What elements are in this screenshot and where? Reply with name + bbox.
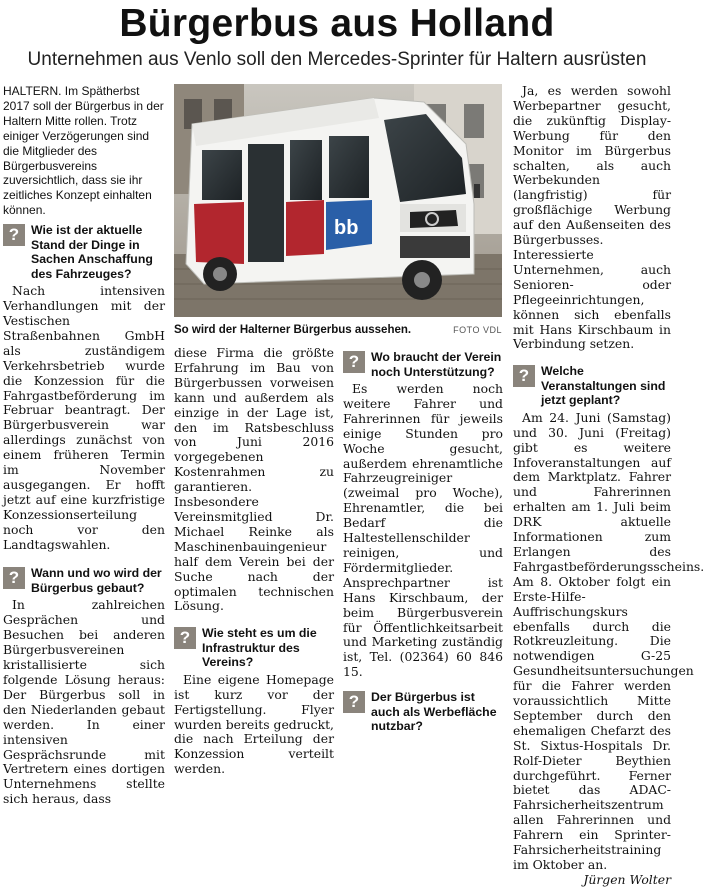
photo-caption-row <box>174 324 502 336</box>
question-3-text: Wie steht es um die Infrastruktur des Vereins? <box>202 626 317 670</box>
column-2 <box>174 346 334 777</box>
question-4 <box>343 350 503 379</box>
author: Jürgen Wolter <box>583 871 671 887</box>
question-6-text: Welche Veranstaltungen sind jetzt geplant? <box>541 364 666 408</box>
photo-credit: FOTO VDL <box>453 325 502 335</box>
question-1 <box>3 223 165 281</box>
photo-caption: So wird der Halterner Bürgerbus aussehen. <box>174 324 412 336</box>
question-icon: ? <box>343 351 365 373</box>
question-2 <box>3 566 165 595</box>
question-icon: ? <box>343 691 365 713</box>
answer-5: Ja, es werden sowohl Werbepartner gesucht, die zukünftig Display-Werbung für den Monitor im Bürgerbus schalten, als auch Werbekunden (langfristig) für großflächige Werbung auf den Außenseiten des Bürgerbusses. Interessierte Unternehmen, auch Senioren- oder Pflegeeinrichtungen, können sich ebenfalls mit Hans Kirschbaum in Verbindung setzen. <box>513 83 671 352</box>
column-1 <box>3 84 165 807</box>
answer-2-part-1: In zahlreichen Gesprächen und Besuchen bei anderen Bürgerbusvereinen kristallisierte sich folgende Lösung heraus: Der Bürgerbus soll in den Niederlanden gebaut werden. In einer intensiven Gesprächsrunde mit Vertretern eines dortigen Unternehmens stellte sich heraus, dass <box>3 597 165 807</box>
column-4 <box>513 83 704 888</box>
answer-6: Am 24. Juni (Samstag) und 30. Juni (Freitag) gibt es weitere Infoveranstaltungen auf dem Marktplatz. Fahrer und Fahrerinnen erhalten am 1. Juli beim DRK aktuelle Informationen zum Erlangen des Fahrgastbeförderungsscheins. Am 8. Oktober folgt ein Erste-Hilfe-Auffrischungskurs ebenfalls durch die Rotkreuzleitung. Die notwendigen G-25 Gesundheitsuntersuchungen für die Fahrer werden voraussichtlich Mitte September durch den ehemaligen Chefarzt des St. Sixtus-Hospitals Dr. Rolf-Dieter Beythien durchgeführt. Ferner bietet das ADAC-Fahrsicherheitszentrum allen Fahrerinnen und Fahrern ein Sprinter-Fahrsicherheitstraining im Oktober an. Jürgen Wolter <box>513 409 704 887</box>
bus-photo <box>174 84 502 317</box>
question-5-text: Der Bürgerbus ist auch als Werbefläche nutzbar? <box>371 690 497 734</box>
question-icon: ? <box>3 224 25 246</box>
question-5 <box>343 690 503 734</box>
subheadline: Unternehmen aus Venlo soll den Mercedes-Sprinter für Haltern ausrüsten <box>27 49 647 70</box>
bus-logo-text: bb <box>334 217 359 239</box>
answer-2-part-2: diese Firma die größte Erfahrung im Bau von Bürgerbussen vorweisen kann und außerdem als einzige in der Lage ist, den im Ratsbeschluss von Juni 2016 vorgegebenen Kostenrahmen zu garantieren. Insbesondere Vereinsmitglied Dr. Michael Reinke als Maschinenbauingenieur half dem Verein bei der Suche nach der optimalen technischen Lösung. <box>174 345 334 614</box>
headline: Bürgerbus aus Holland <box>119 2 555 45</box>
bus-illustration <box>174 84 502 317</box>
question-4-text: Wo braucht der Verein noch Unterstützung? <box>371 350 502 379</box>
question-icon: ? <box>174 627 196 649</box>
question-3 <box>174 626 334 670</box>
question-icon: ? <box>513 365 535 387</box>
question-1-text: Wie ist der aktuelle Stand der Dinge in Sachen Anschaffung des Fahrzeuges? <box>31 223 153 281</box>
answer-1: Nach intensiven Verhandlungen mit der Vestischen Straßenbahnen GmbH als zuständigem Verkehrsbetrieb wurde die Konzession für die Fahrgastbeförderung im Februar beantragt. Der Bürgerbusverein war allerdings zunächst von einem früheren Termin im November ausgegangen. Er hofft jetzt auf eine kurzfristige Konzessionserteilung noch vor den Landtagswahlen. <box>3 283 165 552</box>
question-2-text: Wann und wo wird der Bürgerbus gebaut? <box>31 566 162 595</box>
question-6 <box>513 364 671 408</box>
answer-4: Es werden noch weitere Fahrer und Fahrerinnen für jeweils einige Stunden pro Woche gesucht, außerdem ehrenamtliche Fahrzeugreiniger (zweimal pro Woche), Ehrenamtler, die bei Bedarf die Haltestellenschilder reinigen, und Fördermitglieder. Ansprechpartner ist Hans Kirschbaum, der beim Bürgerbusverein für Öffentlichkeitsarbeit und Marketing zuständig ist, Tel. (02364) 60 846 15. <box>343 381 503 680</box>
column-3 <box>343 346 503 737</box>
question-icon: ? <box>3 567 25 589</box>
lead-paragraph: HALTERN. Im Spätherbst 2017 soll der Bürgerbus in der Haltern Mitte rollen. Trotz einiger Verzögerungen sind die Mitglieder des Bürgerbusvereins zuversichtlich, dass sie ihr zeitliches Konzept einhalten können. <box>3 84 164 218</box>
answer-3: Eine eigene Homepage ist kurz vor der Fertigstellung. Flyer wurden bereits gedruckt, die nach Erteilung der Konzession verteilt werden. <box>174 671 334 777</box>
